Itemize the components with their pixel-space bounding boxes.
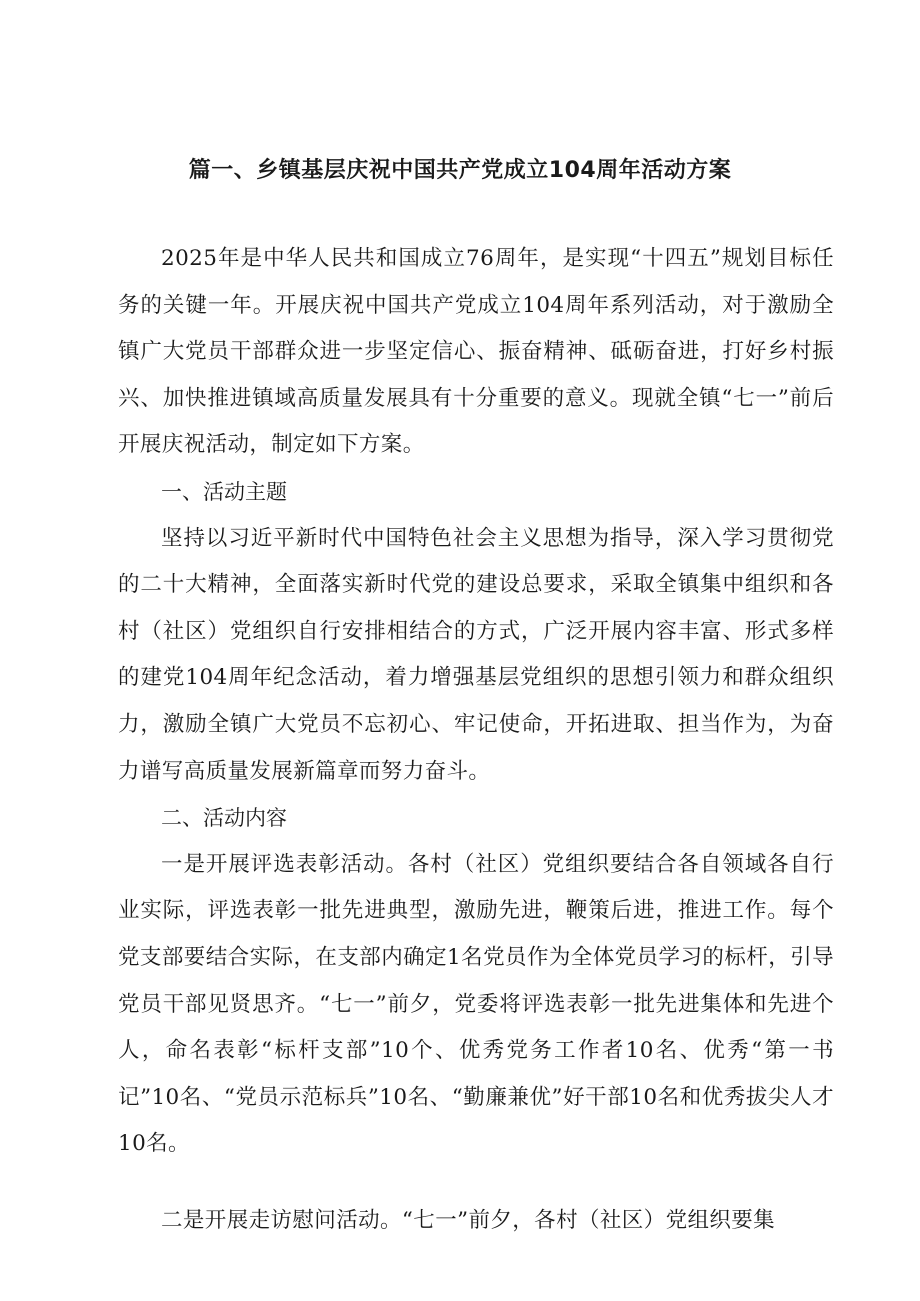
document-title: 篇一、乡镇基层庆祝中国共产党成立104周年活动方案 [188,158,732,183]
section-heading-theme: 一、活动主题 [161,479,287,504]
intro-paragraph: 2025年是中华人民共和国成立76周年，是实现“十四五”规划目标任务的关键一年。开展庆祝中国共产党成立104周年系列活动，对于激励全镇广大党员干部群众进一步坚定信心、振奋精神、砥砺奋进，打好乡村振兴、加快推进镇域高质量发展具有十分重要的意义。现就全镇“七一”前后开展庆祝活动，制定如下方案。 [118,246,834,458]
theme-paragraph: 坚持以习近平新时代中国特色社会主义思想为指导，深入学习贯彻党的二十大精神，全面落实新时代党的建设总要求，采取全镇集中组织和各村（社区）党组织自行安排相结合的方式，广泛开展内容丰富、形式多样的建党104周年纪念活动，着力增强基层党组织的思想引领力和群众组织力，激励全镇广大党员不忘初心、牢记使命，开拓进取、担当作为，为奋力谱写高质量发展新篇章而努力奋斗。 [118,525,834,784]
content-item-visits: 二是开展走访慰问活动。“七一”前夕，各村（社区）党组织要集 [161,1207,776,1233]
document-body [118,236,834,1244]
paragraph-gap [118,1168,834,1198]
section-heading-content: 二、活动内容 [161,806,287,831]
content-item-commendation: 一是开展评选表彰活动。各村（社区）党组织要结合各自领域各自行业实际，评选表彰一批先进典型，激励先进，鞭策后进，推进工作。每个党支部要结合实际，在支部内确定1名党员作为全体党员学习的标杆，引导党员干部见贤思齐。“七一”前夕，党委将评选表彰一批先进集体和先进个人，命名表彰“标杆支部”10个、优秀党务工作者10名、优秀“第一书记”10名、“党员示范标兵”10名、“勤廉兼优”好干部10名和优秀拔尖人才10名。 [118,851,834,1157]
